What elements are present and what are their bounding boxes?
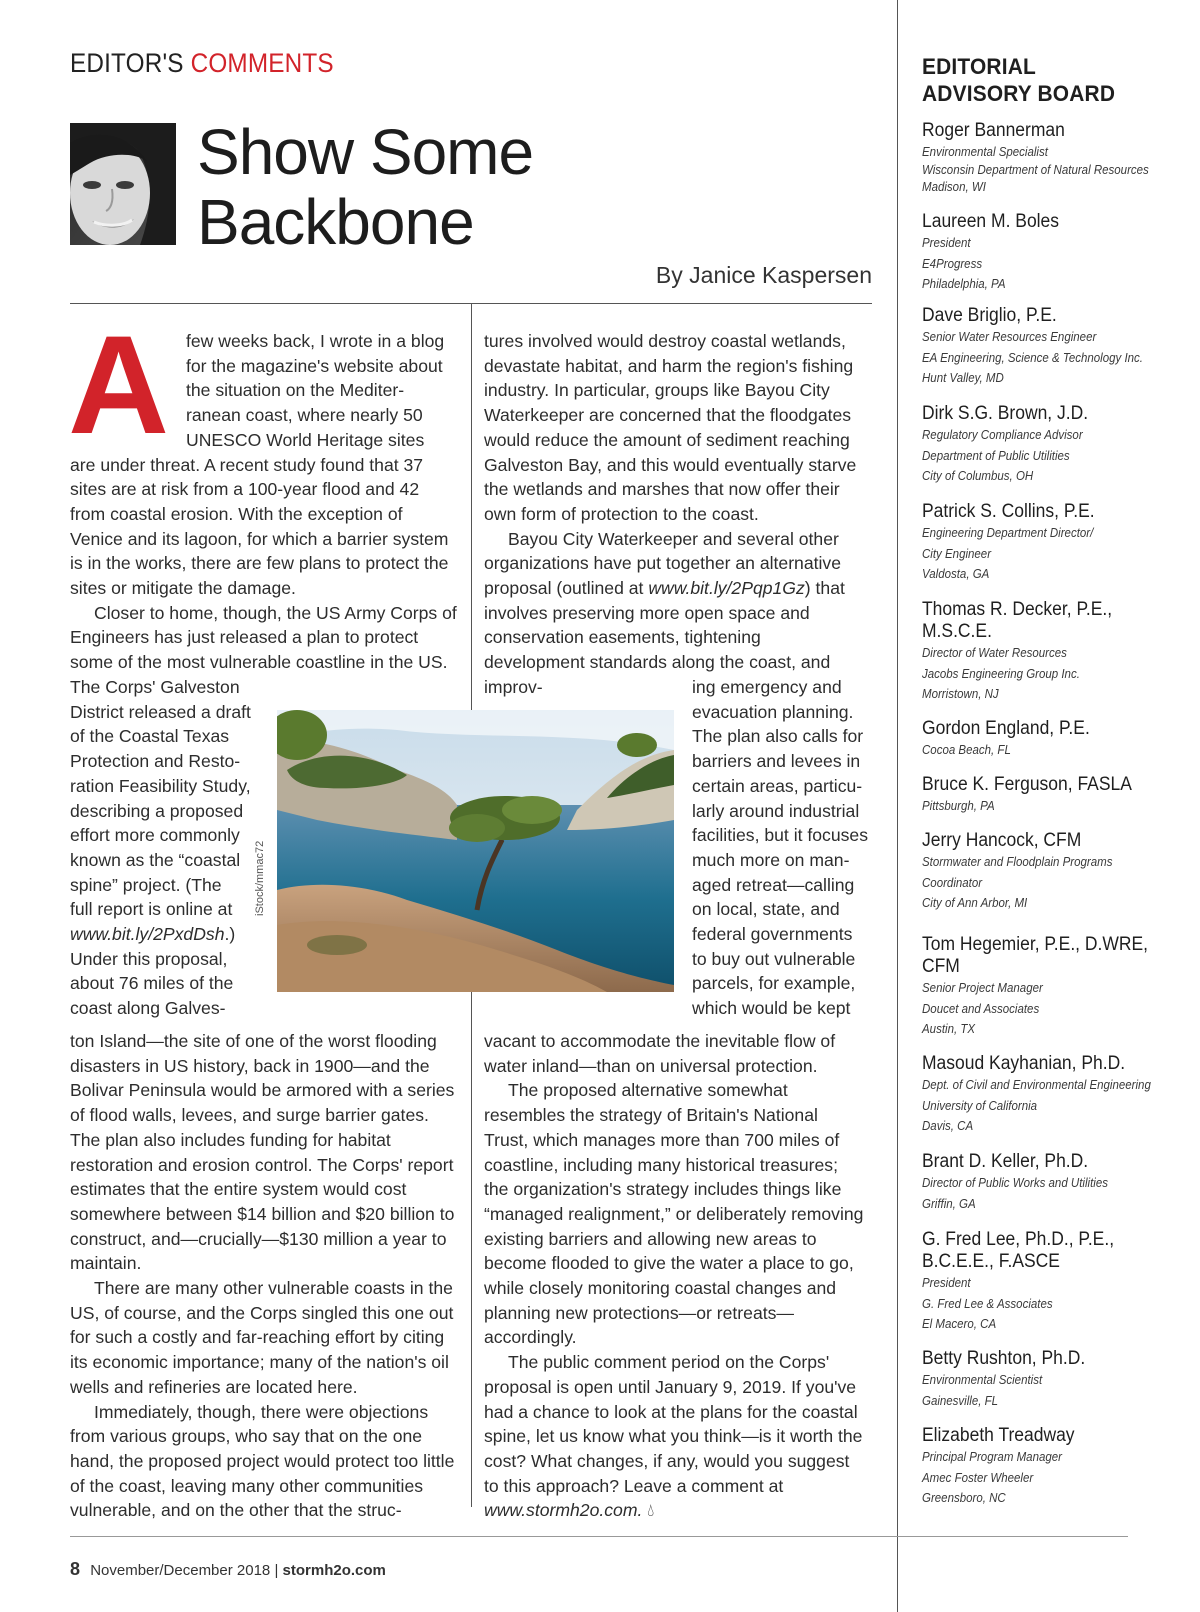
board-member <box>922 305 1192 389</box>
section-label <box>70 48 334 79</box>
board-member <box>922 830 1192 914</box>
col2-wrap-line: to buy out vulnerable <box>692 948 856 969</box>
member-detail: Environmental Specialist <box>922 145 1048 159</box>
member-detail: Griffin, GA <box>922 1196 976 1211</box>
col2-wrap-line: certain areas, particu- <box>692 775 863 796</box>
footer-separator: | <box>274 1562 279 1579</box>
member-detail: Senior Water Resources Engineer <box>922 330 1097 344</box>
col1-wrap-line: Protection and Resto- <box>70 751 241 772</box>
member-detail: E4Progress <box>922 256 983 271</box>
col1-wrap-line: describing a proposed <box>70 800 244 821</box>
board-member <box>922 120 1192 198</box>
col2-paragraph-3: vacant to accommodate the inevitable flow of water inland—than on universal protection. <box>484 1031 836 1076</box>
article-title <box>197 117 533 257</box>
member-detail: Doucet and Associates <box>922 1001 1040 1016</box>
section-label-highlight: COMMENTS <box>190 48 334 78</box>
member-detail: Principal Program Manager <box>922 1450 1062 1464</box>
member-detail: Director of Public Works and Utilities <box>922 1176 1108 1190</box>
board-member <box>922 934 1192 1040</box>
board-member <box>922 774 1192 817</box>
col1-wrap-line: The Corps' Galveston <box>70 677 240 697</box>
member-detail: Environmental Scientist <box>922 1373 1043 1387</box>
member-detail: Wisconsin Department of Natural Resources <box>922 162 1149 177</box>
member-detail: Coordinator <box>922 875 983 890</box>
col1-paragraph-2: Closer to home, though, the US Army Corps of Engineers has just released a plan to protect some of the most vulnerable coastline in the US. <box>70 602 457 673</box>
byline: By Janice Kaspersen <box>655 262 872 288</box>
website-link[interactable]: www.stormh2o.com. <box>484 1500 643 1521</box>
col2-wrap-line: federal governments <box>692 924 853 945</box>
col1-intro-line: ranean coast, where nearly 50 <box>186 405 423 426</box>
member-detail: University of California <box>922 1098 1038 1113</box>
board-member <box>922 1151 1192 1214</box>
member-detail: Philadelphia, PA <box>922 277 1006 291</box>
member-detail: Morristown, NJ <box>922 687 999 701</box>
board-member <box>922 501 1192 585</box>
article-column-1-bottom <box>70 1029 457 1523</box>
member-detail: Regulatory Compliance Advisor <box>922 428 1083 442</box>
footer-site-link[interactable]: stormh2o.com <box>282 1562 386 1579</box>
board-title <box>922 53 1115 107</box>
board-member <box>922 1425 1192 1509</box>
member-detail: Stormwater and Floodplain Programs <box>922 855 1113 869</box>
member-detail: City Engineer <box>922 546 992 561</box>
board-member <box>922 1053 1192 1137</box>
col1-wrap-line: coast along Galves- <box>70 998 226 1019</box>
member-name: Gordon England, P.E. <box>922 718 1090 739</box>
col2-wrap-line: ing emergency and <box>692 677 842 697</box>
footer-rule <box>70 1536 1128 1537</box>
col1-wrap-line: Under this proposal, <box>70 948 228 969</box>
page-number: 8 <box>70 1559 81 1579</box>
col1-wrap-line: of the Coastal Texas <box>70 726 230 747</box>
member-name: Masoud Kayhanian, Ph.D. <box>922 1053 1126 1074</box>
member-detail: City of Ann Arbor, MI <box>922 896 1028 910</box>
col2-wrap-line: on local, state, and <box>692 899 840 920</box>
board-member <box>922 599 1192 705</box>
member-detail: Hunt Valley, MD <box>922 371 1004 385</box>
article-column-2 <box>484 329 866 700</box>
col2-paragraph-5 <box>484 1350 866 1523</box>
col1-wrap-line: spine” project. (The <box>70 874 222 895</box>
article-column-2-bottom <box>484 1029 866 1523</box>
author-photo <box>70 123 176 245</box>
member-detail: G. Fred Lee & Associates <box>922 1296 1053 1311</box>
col1-paragraph-5: Immediately, though, there were objections from various groups, who say that on the one hand, the proposed project would protect too little of the coast, leaving many other communities vulnerable, and on the other that the struc- <box>70 1401 455 1521</box>
member-detail: Gainesville, FL <box>922 1393 999 1408</box>
member-detail: Dept. of Civil and Environmental Engineering <box>922 1078 1151 1092</box>
member-name: Laureen M. Boles <box>922 211 1060 232</box>
member-detail: Department of Public Utilities <box>922 448 1070 463</box>
author-photo-image <box>70 123 176 245</box>
col1-intro-line: for the magazine's website about <box>186 355 443 376</box>
col1-wrap-text <box>70 675 260 1021</box>
board-member <box>922 1229 1192 1335</box>
col1-paragraph-3: ton Island—the site of one of the worst flooding disasters in US history, back in 1900—and the Bolivar Peninsula would be armored with a series of flood walls, levees, and surge barrier gates. The plan also includes funding for habitat restoration and erosion control. The Corps' report estimates that the entire system would cost somewhere between $14 billion and $20 billion to construct, and—crucially—$130 million a year to maintain. <box>70 1031 455 1274</box>
member-detail: President <box>922 236 971 250</box>
col1-paragraph-4: There are many other vulnerable coasts in the US, of course, and the Corps singled this one out for such a costly and far-reaching effort by citing its economic importance; many of the nation's oil wells and refineries are located here. <box>70 1278 454 1397</box>
board-member <box>922 718 1192 761</box>
member-name-cont: B.C.E.E., F.ASCE <box>922 1251 1060 1272</box>
member-detail: Director of Water Resources <box>922 646 1067 660</box>
col2-paragraph-1: tures involved would destroy coastal wetlands, devastate habitat, and harm the region's fishing industry. In particular, groups like Bayou City Waterkeeper are concerned that the floodgates would reduce the amount of sediment reaching Galveston Bay, and this would eventually starve the wetlands and marshes that now offer their own form of protection to the coast. <box>484 331 857 524</box>
col2-paragraph-2-b: ) that involves preserving more open space and conservation easements, tightening development standards along the coast, and improv- <box>484 578 845 697</box>
board-member <box>922 1348 1192 1411</box>
coastline-photo-image <box>277 710 674 992</box>
col1-wrap-line: full report is online at <box>70 899 233 920</box>
col2-wrap-line: much more on man- <box>692 849 850 870</box>
sidebar-divider <box>897 0 898 1612</box>
article-title-line2: Backbone <box>197 186 474 258</box>
coastline-photo <box>277 710 674 992</box>
member-name: Thomas R. Decker, P.E., <box>922 599 1113 620</box>
col2-wrap-line: parcels, for example, <box>692 973 856 994</box>
col1-wrap-line: effort more commonly <box>70 825 240 846</box>
col1-link-line: www.bit.ly/2PxdDsh.) <box>70 924 236 945</box>
article-column-1 <box>68 306 457 675</box>
member-detail: Pittsburgh, PA <box>922 799 995 813</box>
member-name: Bruce K. Ferguson, FASLA <box>922 774 1132 795</box>
member-name: Betty Rushton, Ph.D. <box>922 1348 1086 1369</box>
member-name: G. Fred Lee, Ph.D., P.E., <box>922 1229 1115 1250</box>
col2-wrap-line: larly around industrial <box>692 800 860 821</box>
col2-wrap-line: aged retreat—calling <box>692 874 855 895</box>
col2-wrap-line: evacuation planning. <box>692 701 854 722</box>
photo-credit: iStock/mmac72 <box>254 840 266 916</box>
board-member <box>922 211 1192 295</box>
proposal-link[interactable]: www.bit.ly/2Pqp1Gz <box>648 578 805 599</box>
col2-paragraph-2 <box>484 527 866 700</box>
col2-wrap-line: which would be kept <box>692 998 851 1019</box>
issue-date: November/December 2018 <box>90 1562 271 1579</box>
col2-wrap-line: The plan also calls for <box>692 726 864 747</box>
col1-wrap-line: known as the “coastal <box>70 849 241 870</box>
col2-wrap-line: facilities, but it focuses <box>692 825 869 846</box>
page-footer <box>70 1559 386 1580</box>
col1-wrap-line: about 76 miles of the <box>70 973 234 994</box>
board-title-line2: ADVISORY BOARD <box>922 81 1116 106</box>
drop-cap: A <box>68 306 170 463</box>
member-detail: Amec Foster Wheeler <box>922 1470 1034 1485</box>
member-detail: Cocoa Beach, FL <box>922 743 1011 757</box>
col1-paragraph-1: are under threat. A recent study found that 37 sites are at risk from a 100-year flood and 42 from coastal erosion. With the exception of Venice and its lagoon, for which a barrier system is in the works, there are few plans to protect the sites or mitigate the damage. <box>70 454 449 599</box>
col2-wrap-text <box>692 675 872 1021</box>
article-title-line1: Show Some <box>197 116 534 188</box>
member-name-cont: CFM <box>922 956 960 977</box>
member-name: Tom Hegemier, P.E., D.WRE, <box>922 934 1149 955</box>
member-detail: Jacobs Engineering Group Inc. <box>922 666 1080 681</box>
member-name: Roger Bannerman <box>922 120 1065 141</box>
section-label-prefix: EDITOR'S <box>70 48 184 78</box>
report-link[interactable]: www.bit.ly/2PxdDsh <box>70 924 225 945</box>
member-detail: Senior Project Manager <box>922 981 1043 995</box>
member-name-cont: M.S.C.E. <box>922 621 992 642</box>
member-name: Patrick S. Collins, P.E. <box>922 501 1095 522</box>
member-detail: Valdosta, GA <box>922 567 990 581</box>
col2-paragraph-5-text: The public comment period on the Corps' proposal is open until January 9, 2019. If you've had a chance to look at the plans for the coastal spine, let us know what you think—is it worth the cost? What changes, if any, would you suggest to this approach? Leave a comment at <box>484 1352 863 1496</box>
member-detail: Madison, WI <box>922 180 986 194</box>
member-detail: City of Columbus, OH <box>922 469 1034 483</box>
member-detail: Engineering Department Director/ <box>922 526 1094 540</box>
member-name: Dirk S.G. Brown, J.D. <box>922 403 1089 424</box>
col1-wrap-line: District released a draft <box>70 701 251 722</box>
col2-paragraph-4: The proposed alternative somewhat resembles the strategy of Britain's National Trust, which manages more than 700 miles of coastline, including many historical treasures; the organization's strategy includes things like “managed realignment,” or deliberately removing existing barriers and allowing new areas to become flooded to give the water a place to go, while closely monitoring coastal changes and planning new protections—or retreats—accordingly. <box>484 1080 864 1348</box>
water-drop-icon: 💧︎ <box>647 1500 655 1521</box>
member-detail: EA Engineering, Science & Technology Inc. <box>922 350 1143 365</box>
col2-wrap-line: barriers and levees in <box>692 751 861 772</box>
member-name: Jerry Hancock, CFM <box>922 830 1082 851</box>
board-member <box>922 403 1192 487</box>
member-name: Brant D. Keller, Ph.D. <box>922 1151 1089 1172</box>
col1-intro-line: UNESCO World Heritage sites <box>186 429 425 450</box>
col2-paragraph-2-a: Bayou City Waterkeeper and several other organizations have put together an alternative proposal (outlined at <box>484 528 842 599</box>
col1-intro-line: few weeks back, I wrote in a blog <box>186 331 445 351</box>
member-name: Elizabeth Treadway <box>922 1425 1075 1446</box>
col1-intro-line: the situation on the Mediter- <box>186 380 405 401</box>
member-detail: El Macero, CA <box>922 1317 997 1331</box>
member-name: Dave Briglio, P.E. <box>922 305 1057 326</box>
board-title-line1: EDITORIAL <box>922 54 1036 79</box>
member-detail: Davis, CA <box>922 1119 974 1133</box>
member-detail: President <box>922 1276 971 1290</box>
member-detail: Austin, TX <box>922 1022 976 1036</box>
col1-wrap-line: ration Feasibility Study, <box>70 775 251 796</box>
member-detail: Greensboro, NC <box>922 1491 1006 1505</box>
